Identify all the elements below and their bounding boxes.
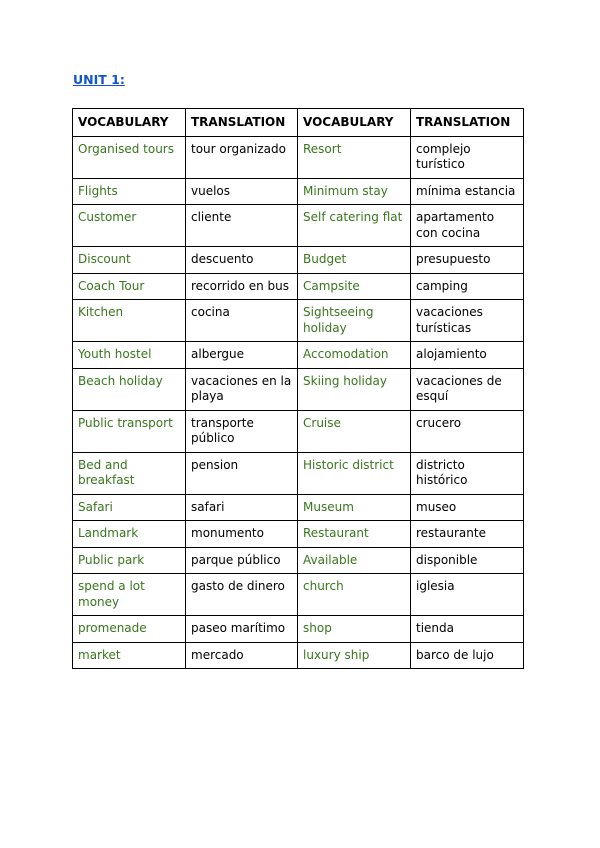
table-row [73,136,524,178]
vocabulary-cell: Restaurant [298,521,411,548]
translation-cell: alojamiento [411,342,524,369]
vocabulary-cell: Skiing holiday [298,368,411,410]
header-translation-2: TRANSLATION [411,109,524,137]
vocabulary-cell: spend a lot money [73,574,186,616]
vocabulary-cell: Landmark [73,521,186,548]
vocabulary-cell: Beach holiday [73,368,186,410]
vocabulary-cell: Coach Tour [73,273,186,300]
translation-cell: mínima estancia [411,178,524,205]
translation-cell: districto histórico [411,452,524,494]
translation-cell: disponible [411,547,524,574]
vocabulary-cell: Organised tours [73,136,186,178]
table-row [73,178,524,205]
translation-cell: albergue [186,342,298,369]
vocabulary-cell: Historic district [298,452,411,494]
vocabulary-cell: Campsite [298,273,411,300]
translation-cell: gasto de dinero [186,574,298,616]
vocabulary-cell: Self catering flat [298,205,411,247]
table-row [73,616,524,643]
translation-cell: iglesia [411,574,524,616]
translation-cell: vacaciones en la playa [186,368,298,410]
vocabulary-cell: Bed and breakfast [73,452,186,494]
table-row [73,247,524,274]
table-row [73,273,524,300]
table-row [73,410,524,452]
table-row [73,494,524,521]
vocabulary-cell: shop [298,616,411,643]
translation-cell: cocina [186,300,298,342]
vocabulary-cell: Discount [73,247,186,274]
table-row [73,521,524,548]
table-row [73,642,524,669]
vocabulary-cell: Public park [73,547,186,574]
vocabulary-cell: market [73,642,186,669]
translation-cell: transporte público [186,410,298,452]
translation-cell: monumento [186,521,298,548]
vocabulary-cell: Resort [298,136,411,178]
translation-cell: vuelos [186,178,298,205]
vocabulary-cell: Cruise [298,410,411,452]
vocabulary-cell: Sightseeing holiday [298,300,411,342]
table-body [73,136,524,669]
table-row [73,574,524,616]
translation-cell: apartamento con cocina [411,205,524,247]
translation-cell: museo [411,494,524,521]
vocabulary-cell: church [298,574,411,616]
table-row [73,547,524,574]
vocabulary-cell: Available [298,547,411,574]
translation-cell: tour organizado [186,136,298,178]
vocabulary-cell: Flights [73,178,186,205]
table-header-row [73,109,524,137]
vocabulary-cell: Safari [73,494,186,521]
translation-cell: camping [411,273,524,300]
translation-cell: recorrido en bus [186,273,298,300]
translation-cell: mercado [186,642,298,669]
translation-cell: parque público [186,547,298,574]
table-row [73,452,524,494]
vocabulary-cell: Public transport [73,410,186,452]
vocabulary-cell: Minimum stay [298,178,411,205]
translation-cell: descuento [186,247,298,274]
translation-cell: barco de lujo [411,642,524,669]
vocabulary-cell: Customer [73,205,186,247]
header-translation-1: TRANSLATION [186,109,298,137]
table-row [73,300,524,342]
table-row [73,342,524,369]
vocabulary-cell: Budget [298,247,411,274]
translation-cell: presupuesto [411,247,524,274]
translation-cell: vacaciones de esquí [411,368,524,410]
vocabulary-cell: Museum [298,494,411,521]
translation-cell: crucero [411,410,524,452]
translation-cell: paseo marítimo [186,616,298,643]
translation-cell: vacaciones turísticas [411,300,524,342]
header-vocabulary-1: VOCABULARY [73,109,186,137]
vocabulary-cell: Youth hostel [73,342,186,369]
translation-cell: restaurante [411,521,524,548]
unit-title-link[interactable]: UNIT 1: [73,72,125,87]
translation-cell: cliente [186,205,298,247]
translation-cell: pension [186,452,298,494]
header-vocabulary-2: VOCABULARY [298,109,411,137]
vocabulary-cell: luxury ship [298,642,411,669]
vocabulary-cell: Accomodation [298,342,411,369]
vocabulary-cell: Kitchen [73,300,186,342]
table-row [73,368,524,410]
translation-cell: complejo turístico [411,136,524,178]
table-row [73,205,524,247]
translation-cell: safari [186,494,298,521]
vocabulary-cell: promenade [73,616,186,643]
vocabulary-table [72,108,524,669]
translation-cell: tienda [411,616,524,643]
